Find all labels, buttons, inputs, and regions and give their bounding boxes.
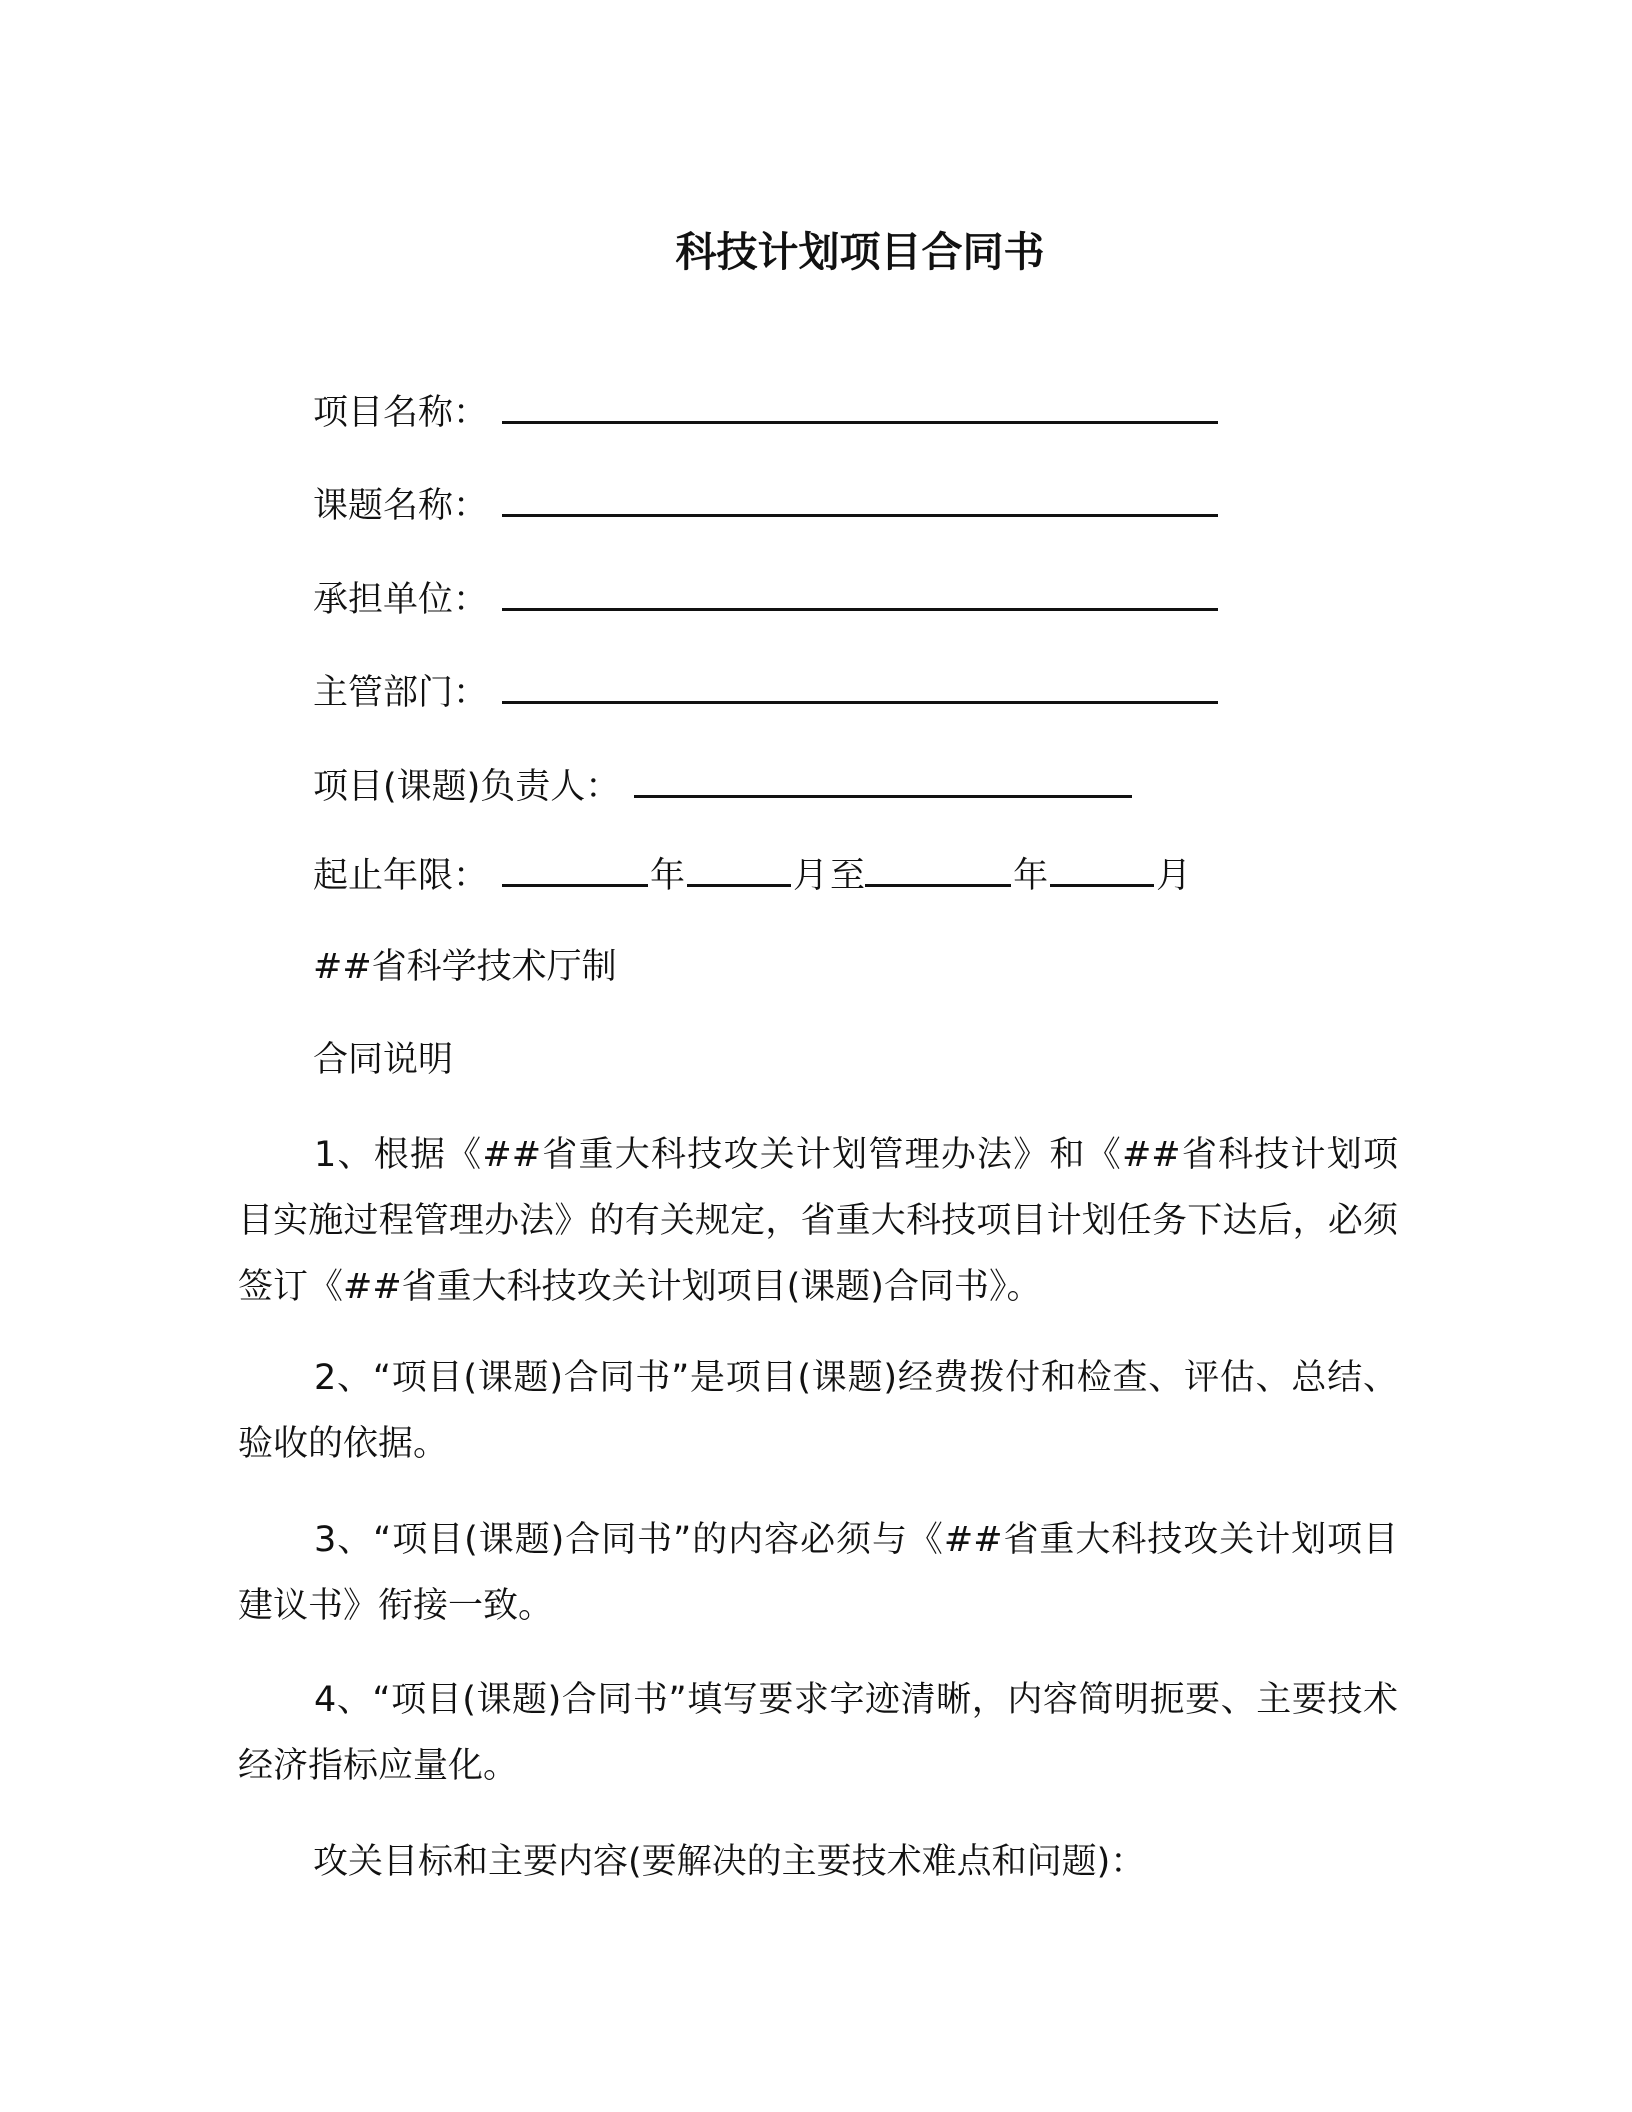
paragraph-4: 4、“项目(课题)合同书”填写要求字迹清晰，内容简明扼要、主要技术经济指标应量化。 (238, 1680, 1398, 1786)
start-month-input[interactable] (687, 854, 791, 887)
month-unit: 月 (793, 856, 829, 896)
field-undertaking-unit (313, 576, 1218, 624)
field-label: 项目名称： (313, 393, 489, 433)
field-period (313, 852, 1193, 900)
paragraph-3: 3、“项目(课题)合同书”的内容必须与《##省重大科技攻关计划项目建议书》衔接一致。 (238, 1520, 1398, 1626)
year-unit: 年 (650, 856, 686, 896)
year-unit: 年 (1013, 856, 1049, 896)
field-topic-name (313, 482, 1218, 530)
document-title: 科技计划项目合同书 (675, 228, 1045, 276)
end-year-input[interactable] (865, 854, 1011, 887)
undertaking-unit-input[interactable] (502, 578, 1218, 611)
field-supervising-department (313, 669, 1218, 717)
month-unit: 月 (1156, 856, 1192, 896)
to-word: 至 (830, 856, 866, 896)
end-month-input[interactable] (1050, 854, 1154, 887)
supervising-department-input[interactable] (502, 671, 1218, 704)
closing-heading: 攻关目标和主要内容(要解决的主要技术难点和问题)： (313, 1842, 1146, 1882)
section-heading: 合同说明 (313, 1040, 454, 1080)
issuer-line: ##省科学技术厅制 (313, 947, 617, 987)
paragraph-2: 2、“项目(课题)合同书”是项目(课题)经费拨付和检查、评估、总结、验收的依据。 (238, 1358, 1398, 1464)
project-leader-input[interactable] (634, 765, 1132, 798)
field-label: 项目(课题)负责人： (313, 767, 621, 807)
field-project-leader (313, 763, 1132, 811)
project-name-input[interactable] (502, 391, 1218, 424)
field-label: 主管部门： (313, 673, 489, 713)
field-label: 承担单位： (313, 580, 489, 620)
field-label: 课题名称： (313, 486, 489, 526)
field-project-name (313, 389, 1218, 437)
period-label: 起止年限： (313, 856, 489, 896)
topic-name-input[interactable] (502, 484, 1218, 517)
paragraph-1: 1、根据《##省重大科技攻关计划管理办法》和《##省科技计划项目实施过程管理办法》的有关规定，省重大科技项目计划任务下达后，必须签订《##省重大科技攻关计划项目(课题)合同书》。 (238, 1135, 1398, 1307)
start-year-input[interactable] (502, 854, 648, 887)
